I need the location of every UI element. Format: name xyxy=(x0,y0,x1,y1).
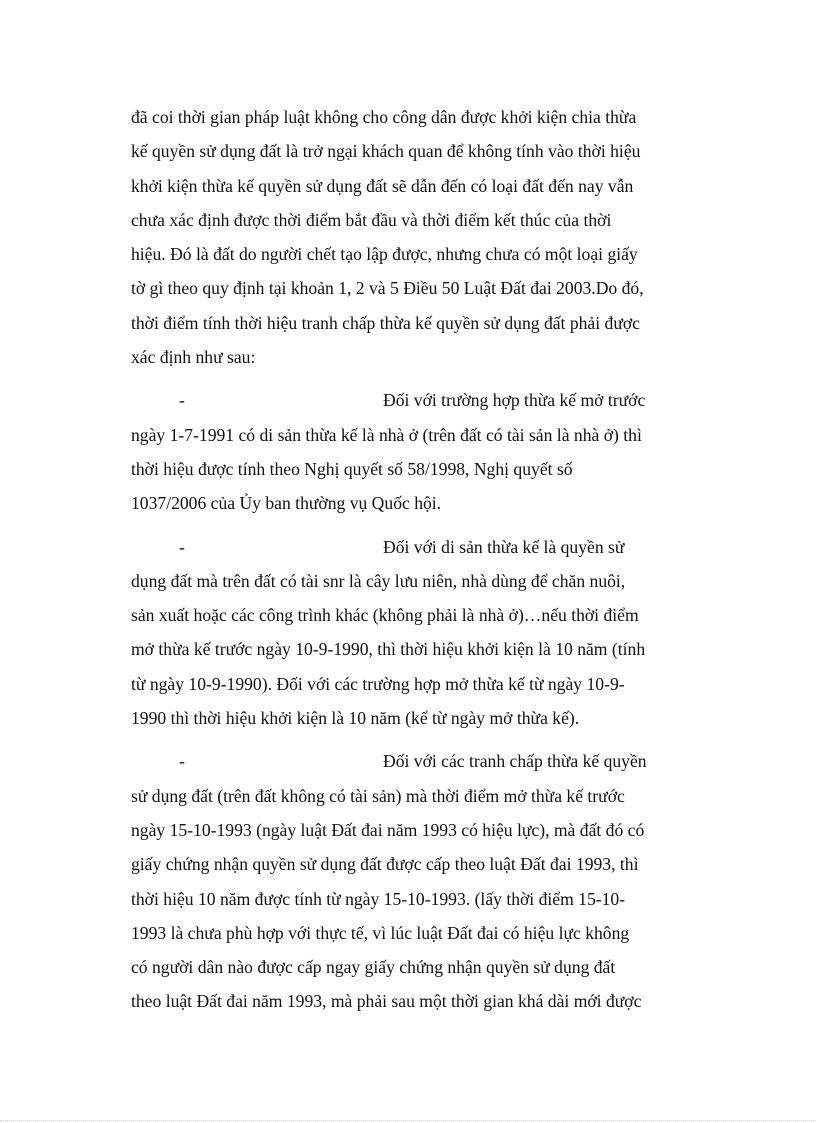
paragraph-intro xyxy=(131,100,691,374)
bullet-item-1 xyxy=(131,383,691,520)
bullet-dash: - xyxy=(179,751,185,772)
bullet-first-line xyxy=(131,383,691,417)
bullet-first-line xyxy=(131,530,691,564)
document-body xyxy=(131,100,691,1019)
text-line: 1990 thì thời hiệu khởi kiện là 10 năm (kể từ ngày mở thừa kế). xyxy=(131,708,580,729)
text-line: sử dụng đất (trên đất không có tài sản) mà thời điểm mở thừa kế trước xyxy=(131,785,625,806)
bullet-first-line xyxy=(131,744,691,778)
text-line: có người dân nào được cấp ngay giấy chứng nhận quyền sử dụng đất xyxy=(131,957,616,978)
bullet-item-3 xyxy=(131,744,691,1018)
text-line: ngày 1-7-1991 có di sản thừa kế là nhà ở (trên đất có tài sản là nhà ở) thì xyxy=(131,424,642,445)
text-line: giấy chứng nhận quyền sử dụng đất được cấp theo luật Đất đai 1993, thì xyxy=(131,854,639,875)
bullet-dash: - xyxy=(179,536,185,557)
text-line: đã coi thời gian pháp luật không cho công dân được khởi kiện chia thừa xyxy=(131,107,637,127)
text-line: thời hiệu được tính theo Nghị quyết số 58/1998, Nghị quyết số xyxy=(131,458,573,479)
text-line: tờ gì theo quy định tại khoản 1, 2 và 5 Điều 50 Luật Đất đai 2003.Do đó, xyxy=(131,278,644,299)
text-line: mở thừa kế trước ngày 10-9-1990, thì thời hiệu khởi kiện là 10 năm (tính xyxy=(131,639,646,660)
text-line: thời hiệu 10 năm được tính từ ngày 15-10-1993. (lấy thời điểm 15-10- xyxy=(131,888,626,909)
text-line: dụng đất mà trên đất có tài snr là cây lưu niên, nhà dùng để chăn nuôi, xyxy=(131,570,626,591)
text-line: sản xuất hoặc các công trình khác (không phải là nhà ở)…nếu thời điểm xyxy=(131,605,639,626)
text-line: 1037/2006 của Ủy ban thường vụ Quốc hội. xyxy=(131,493,442,514)
text-line: ngày 15-10-1993 (ngày luật Đất đai năm 1993 có hiệu lực), mà đất đó có xyxy=(131,819,645,840)
text-line: thời điểm tính thời hiệu tranh chấp thừa kế quyền sử dụng đất phải được xyxy=(131,312,640,333)
text-line: 1993 là chưa phù hợp với thực tế, vì lúc luật Đất đai có hiệu lực không xyxy=(131,922,630,943)
page-bottom-border xyxy=(0,1120,816,1121)
text-line: chưa xác định được thời điểm bắt đầu và thời điểm kết thúc của thời xyxy=(131,209,612,230)
text-line: kế quyền sử dụng đất là trở ngại khách quan để không tính vào thời hiệu xyxy=(131,141,641,162)
bullet-lead-text: Đối với di sản thừa kế là quyền sử xyxy=(383,536,625,557)
bullet-lead-text: Đối với trường hợp thừa kế mở trước xyxy=(383,390,646,411)
text-line: khởi kiện thừa kế quyền sử dụng đất sẽ dẫn đến có loại đất đến nay vẫn xyxy=(131,175,634,196)
text-line: theo luật Đất đai năm 1993, mà phải sau một thời gian khá dài mới được xyxy=(131,991,642,1012)
bullet-item-2 xyxy=(131,530,691,736)
text-line: hiệu. Đó là đất do người chết tạo lập được, nhưng chưa có một loại giấy xyxy=(131,244,638,265)
bullet-dash: - xyxy=(179,390,185,411)
bullet-lead-text: Đối với các tranh chấp thừa kế quyền xyxy=(383,751,647,772)
text-line: từ ngày 10-9-1990). Đối với các trường hợp mở thừa kế từ ngày 10-9- xyxy=(131,673,625,694)
text-line: xác định như sau: xyxy=(131,347,256,368)
